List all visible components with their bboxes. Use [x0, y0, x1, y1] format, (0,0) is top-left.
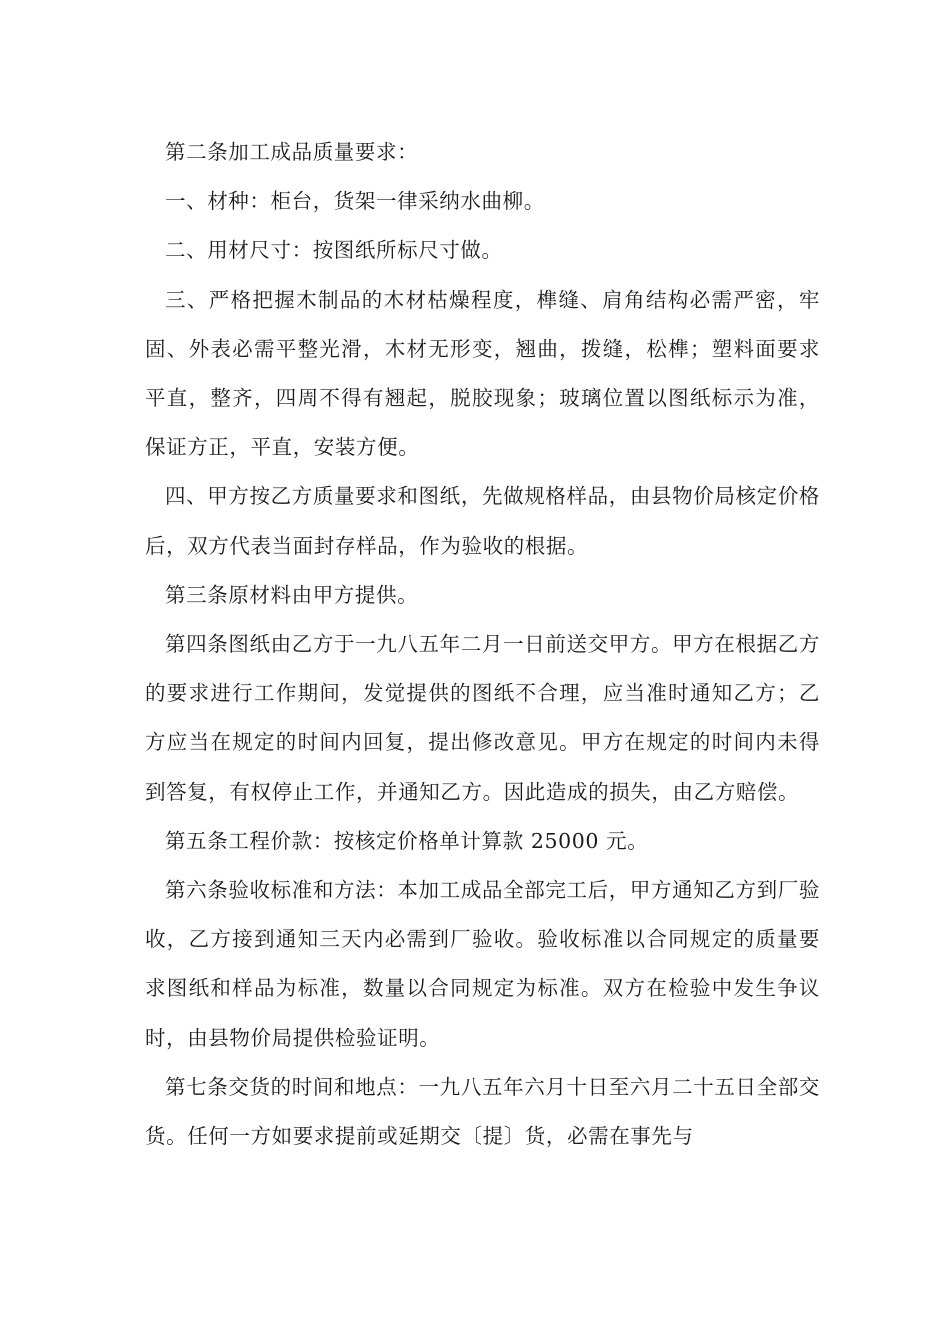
paragraph-article-5-price: 第五条工程价款：按核定价格单计算款 25000 元。 — [165, 828, 649, 853]
paragraph-article-4-drawings: 第四条图纸由乙方于一九八五年二月一日前送交甲方。甲方在根据乙方的要求进行工作期间，发觉提供的图纸不合理，应当准时通知乙方；乙方应当在规定的时间内回复，提出修改意见。甲方在规定的时间内未得到答复，有权停止工作，并通知乙方。因此造成的损失，由乙方赔偿。 — [145, 632, 820, 804]
paragraph-wood-species: 一、材种：柜台，货架一律采纳水曲柳。 — [165, 189, 545, 214]
document-body — [145, 128, 820, 1161]
paragraph-sample-pricing: 四、甲方按乙方质量要求和图纸，先做规格样品，由县物价局核定价格后，双方代表当面封存样品，作为验收的根据。 — [145, 484, 820, 558]
paragraph-article-6-acceptance: 第六条验收标准和方法：本加工成品全部完工后，甲方通知乙方到厂验收，乙方接到通知三天内必需到厂验收。验收标准以合同规定的质量要求图纸和样品为标准，数量以合同规定为标准。双方在检验中发生争议时，由县物价局提供检验证明。 — [145, 878, 820, 1050]
paragraph-material-size: 二、用材尺寸：按图纸所标尺寸做。 — [165, 238, 503, 263]
paragraph-article-2-heading: 第二条加工成品质量要求： — [165, 140, 419, 164]
paragraph-article-3-materials: 第三条原材料由甲方提供。 — [165, 582, 419, 607]
paragraph-article-7-delivery: 第七条交货的时间和地点：一九八五年六月十日至六月二十五日全部交货。任何一方如要求提前或延期交〔提〕货，必需在事先与 — [145, 1074, 820, 1149]
paragraph-drying-and-finish: 三、严格把握木制品的木材枯燥程度，榫缝、肩角结构必需严密，牢固、外表必需平整光滑，木材无形变，翘曲，拨缝，松榫；塑料面要求平直，整齐，四周不得有翘起，脱胶现象；玻璃位置以图纸标示为准，保证方正，平直，安装方便。 — [145, 287, 820, 460]
